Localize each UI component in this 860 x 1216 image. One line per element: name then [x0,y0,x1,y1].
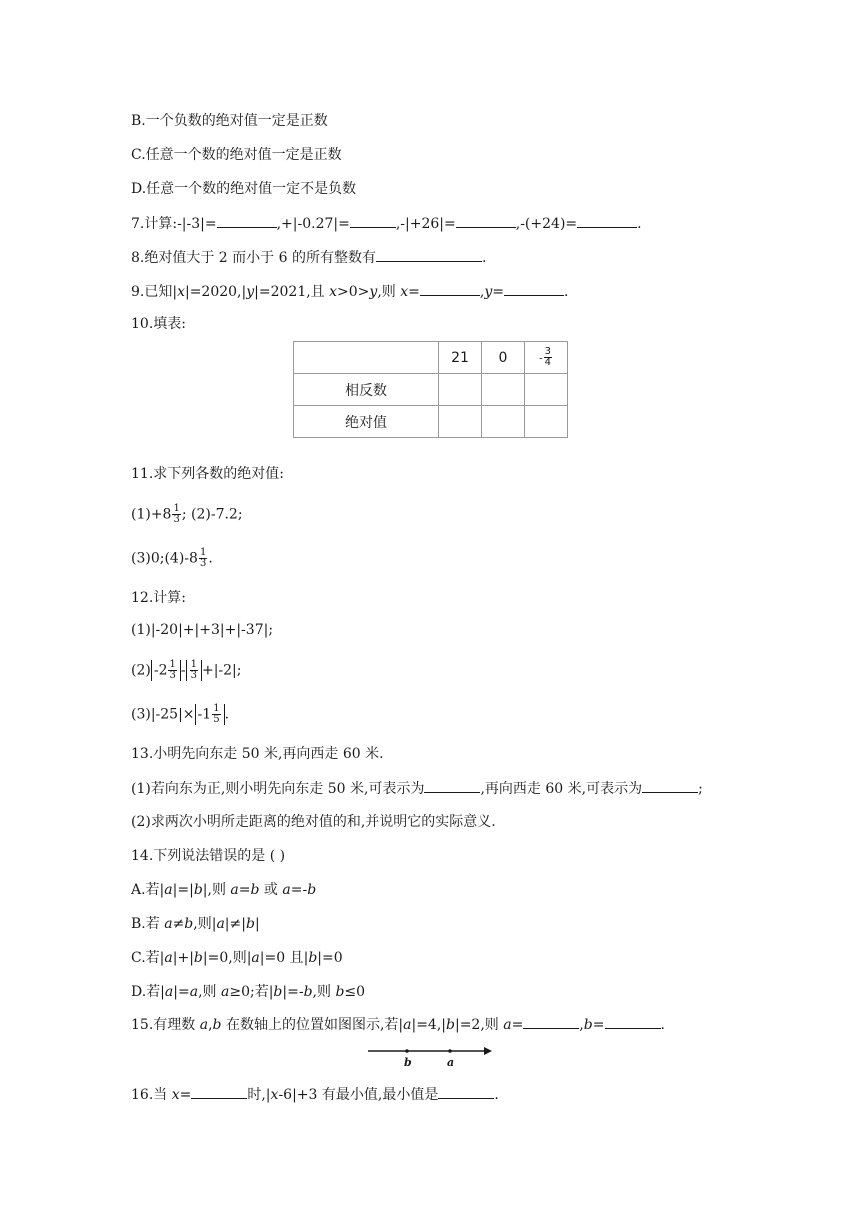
numerator: 1 [213,703,220,714]
q14-text: B.若 [131,916,165,932]
question-12-line-3 [131,704,229,725]
q15-text: 15.有理数 [131,1017,200,1033]
axis-arrow-icon [484,1047,492,1055]
answer-blank[interactable] [191,1084,247,1099]
question-9 [131,281,568,302]
denominator: 3 [190,670,197,681]
var-a: a [164,882,173,898]
q16-text: -6|+3 有最小值,最小值是 [278,1087,439,1103]
denominator: 3 [169,670,176,681]
answer-blank[interactable] [424,778,480,793]
var-b: b [245,916,255,932]
q14-text: |=0 [317,950,343,966]
q12-text: -1 [197,706,212,723]
fraction [168,660,176,681]
numerator: 3 [544,346,551,357]
denominator: 3 [199,558,207,569]
q14-text: ≥0;若| [229,984,274,1000]
number-line [368,1043,498,1067]
denominator: 4 [544,357,551,368]
row-label: 绝对值 [294,406,439,438]
table-cell: 0 [482,342,525,374]
table-cell [294,342,439,374]
numerator: 1 [173,503,180,514]
q9-text: = [492,284,504,300]
q14-text: = [238,882,251,898]
q11-text: ; (2)-7.2; [181,506,243,523]
table-cell [525,342,568,374]
q14-text: D.若| [131,984,165,1000]
q8-text: 8.绝对值大于 2 而小于 6 的所有整数有 [131,250,376,266]
var-a: a [282,882,291,898]
var-a: a [220,984,230,1000]
q8-text: . [481,250,487,266]
var-b: b [193,882,203,898]
question-13-line-1 [131,778,703,799]
q14-text: |=0,则| [202,950,252,966]
answer-blank[interactable] [456,213,516,228]
q12-text: (2) [131,662,151,679]
point-a [448,1049,452,1053]
option-c: C.任意一个数的绝对值一定是正数 [131,147,342,163]
q14-text: C.若| [131,950,165,966]
fraction [172,504,180,525]
q9-text: >0> [337,284,370,300]
var-b: b [307,882,317,898]
answer-blank[interactable] [523,1014,579,1029]
question-16 [131,1084,499,1105]
point-b [405,1049,409,1053]
q12-text: -2 [153,662,168,679]
q13-text: (1)若向东为正,则小明先向东走 50 米,可表示为 [131,781,425,797]
answer-blank[interactable] [350,213,396,228]
denominator: 3 [173,514,180,525]
q9-text: |=2021,且 [254,284,330,300]
var-a: a [189,984,199,1000]
q14-text: |=- [282,984,304,1000]
q9-text: , [479,284,485,300]
question-14-title: 14.下列说法错误的是 ( ) [131,848,286,864]
q14-text: =- [290,882,308,898]
denominator: 5 [213,714,220,725]
q7-text: ,+|-0.27|= [276,216,350,232]
option-b [131,914,260,934]
q15-text: = [592,1017,605,1033]
q9-text: ,则 [377,284,401,300]
numerator: 1 [199,547,207,558]
q16-text: = [179,1087,192,1103]
q13-text: ; [698,781,703,797]
question-11-line-1 [131,504,243,525]
q14-text: A.若| [131,882,165,898]
table-cell: 21 [439,342,482,374]
q14-text: 或 [259,882,283,898]
var-y: y [369,284,378,300]
numerator: 1 [190,659,197,670]
absolute-value [151,660,181,681]
table-row [294,374,568,406]
var-b: b [308,950,318,966]
var-a: a [230,882,239,898]
answer-cell[interactable] [482,374,525,406]
q16-text: 16.当 [131,1087,172,1103]
var-a: a [199,1017,209,1033]
fraction [212,704,220,725]
q15-text: . [660,1017,665,1033]
var-b: b [335,984,345,1000]
var-x: x [171,1087,180,1103]
var-a: a [251,950,260,966]
q7-text: 7.计算:-|-3|= [131,216,217,232]
label-a: a [447,1056,455,1067]
q12-text: . [224,706,230,723]
fraction [544,347,552,368]
answer-cell[interactable] [525,374,568,406]
var-a: a [403,1017,412,1033]
answer-cell[interactable] [482,406,525,438]
numerator: 1 [169,659,176,670]
q14-text: ≤0 [344,984,366,1000]
table-row [294,406,568,438]
q14-text: ,则| [193,916,217,932]
var-x: x [329,284,338,300]
q14-text: ,则 [198,984,221,1000]
q12-text: - [180,662,186,679]
q12-text: (3)|-25|× [131,706,195,723]
var-x: x [270,1087,279,1103]
q14-text: |≠| [224,916,246,932]
answer-blank[interactable] [504,281,564,296]
answer-blank[interactable] [642,778,698,793]
fill-table [293,341,568,438]
answer-blank[interactable] [376,247,482,262]
absolute-value [186,660,202,681]
question-8 [131,247,486,268]
q7-text: ,-|+26|= [395,216,456,232]
q16-text: 时,| [247,1087,271,1103]
question-15 [131,1014,665,1035]
var-b: b [250,882,260,898]
question-13-line-2: (2)求两次小明所走距离的绝对值的和,并说明它的实际意义. [131,814,496,830]
question-12-line-1: (1)|-20|+|+3|+|-37|; [131,622,274,638]
q7-text: . [637,216,642,232]
q15-text: 在数轴上的位置如图图示,若| [221,1017,404,1033]
answer-cell[interactable] [439,374,482,406]
answer-blank[interactable] [217,213,277,228]
option-b: B.一个负数的绝对值一定是正数 [131,113,328,129]
q14-text: ,则 [312,984,336,1000]
question-12-title: 12.计算: [131,590,186,606]
fraction [190,660,198,681]
q14-text: |=0 且| [259,950,309,966]
var-a: a [164,984,174,1000]
q14-text: | [254,916,260,932]
row-label: 相反数 [294,374,439,406]
q14-text: |,则 [202,882,231,898]
answer-cell[interactable] [439,406,482,438]
absolute-value [195,704,225,725]
question-13-title: 13.小明先向东走 50 米,再向西走 60 米. [131,746,384,762]
q16-text: . [494,1087,499,1103]
var-b: b [303,984,313,1000]
q14-text: |=| [172,882,194,898]
q15-text: = [511,1017,524,1033]
var-a: a [216,916,225,932]
var-x: x [177,284,185,300]
var-b: b [446,1017,455,1033]
q11-text: (1)+8 [131,506,172,523]
answer-blank[interactable] [605,1014,661,1029]
q7-text: ,-(+24)= [515,216,578,232]
minus-sign: - [539,353,543,365]
question-11-title: 11.求下列各数的绝对值: [131,466,284,482]
fraction [199,548,207,569]
table-row [294,342,568,374]
option-c [131,948,343,968]
q15-text: , [579,1017,584,1033]
var-b: b [212,1017,222,1033]
q15-text: |=2,则 [454,1017,504,1033]
answer-cell[interactable] [525,406,568,438]
q14-text: |= [173,984,190,1000]
var-b: b [273,984,283,1000]
question-10-title: 10.填表: [131,316,186,332]
answer-blank[interactable] [438,1084,494,1099]
q14-text: ≠ [172,916,185,932]
var-a: a [164,950,173,966]
var-a: a [503,1017,512,1033]
label-b: b [404,1056,412,1067]
var-b: b [193,950,203,966]
var-y: y [484,284,493,300]
answer-blank[interactable] [577,213,637,228]
q9-text: 9.已知| [131,284,178,300]
question-7 [131,213,642,234]
q11-text: (3)0;(4)-8 [131,550,198,567]
q15-text: , [208,1017,213,1033]
question-12-line-2 [131,660,242,681]
q11-text: . [208,550,213,567]
option-a [131,880,316,900]
q12-text: +|-2|; [201,662,242,679]
q14-text: |+| [172,950,194,966]
question-11-line-2 [131,548,213,569]
answer-blank[interactable] [420,281,480,296]
var-b: b [583,1017,593,1033]
option-d: D.任意一个数的绝对值一定不是负数 [131,181,357,197]
var-a: a [164,916,173,932]
q9-text: = [408,284,420,300]
var-y: y [246,284,255,300]
q13-text: ,再向西走 60 米,可表示为 [480,781,643,797]
var-x: x [400,284,409,300]
q15-text: |=4,| [411,1017,447,1033]
option-d [131,982,365,1002]
q9-text: |=2020,| [184,284,247,300]
q9-text: . [564,284,569,300]
var-b: b [184,916,194,932]
